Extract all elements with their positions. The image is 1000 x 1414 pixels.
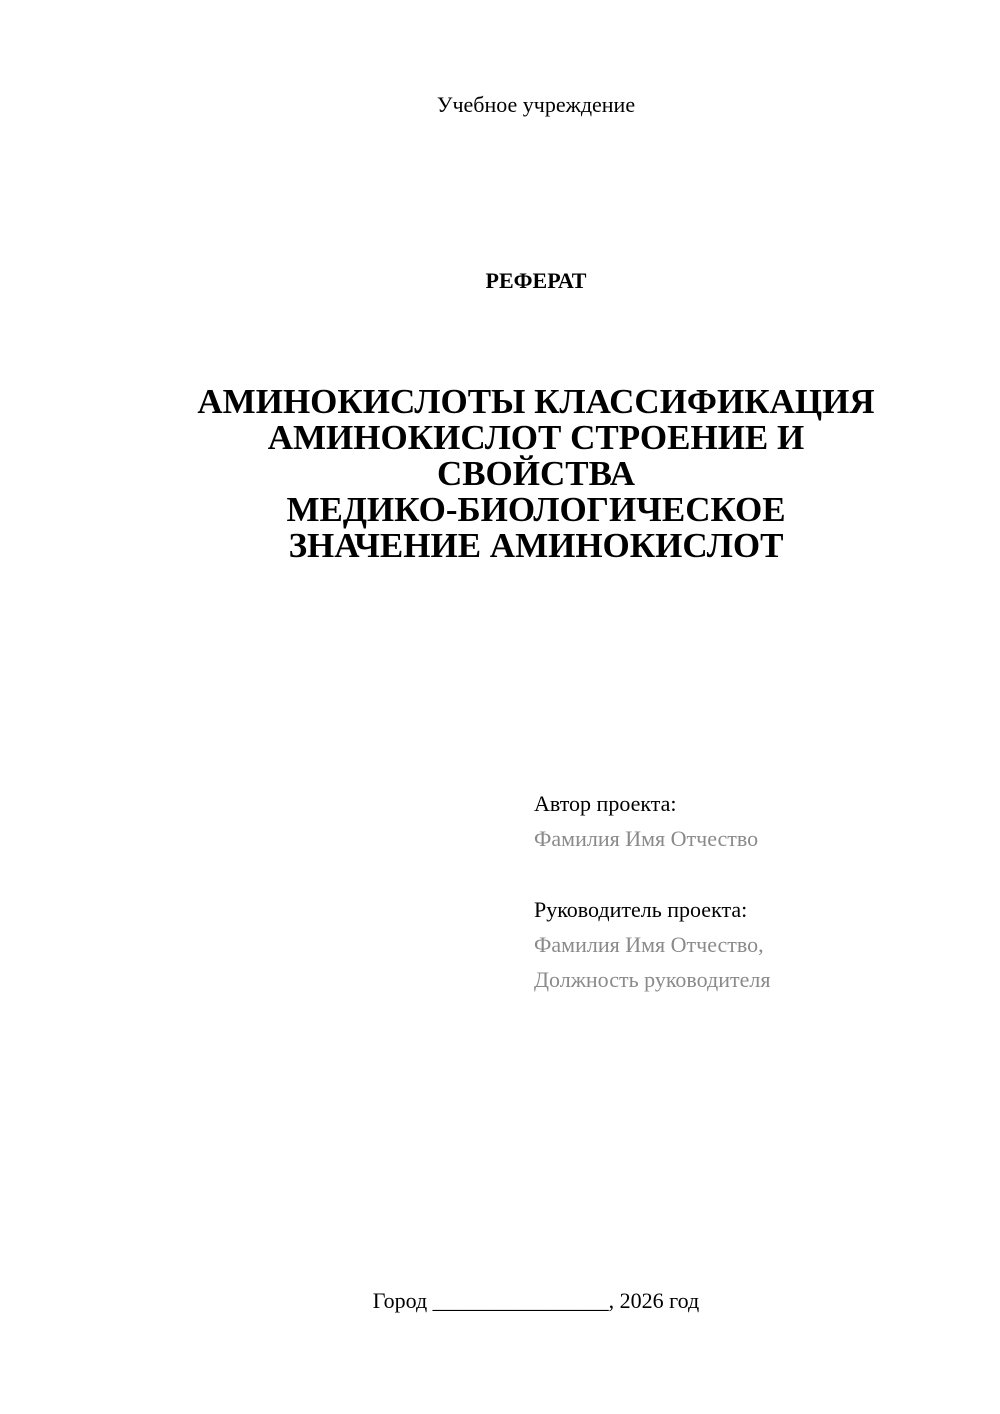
- supervisor-position: Должность руководителя: [534, 967, 771, 992]
- author-label: Автор проекта:: [534, 791, 677, 816]
- author-name: Фамилия Имя Отчество: [534, 826, 759, 851]
- title-line: ЗНАЧЕНИЕ АМИНОКИСЛОТ: [288, 526, 784, 565]
- title-line: МЕДИКО-БИОЛОГИЧЕСКОЕ: [286, 490, 786, 529]
- supervisor-block: [534, 892, 974, 997]
- title-line: АМИНОКИСЛОТ СТРОЕНИЕ И: [267, 418, 805, 457]
- document-title: [120, 384, 952, 564]
- title-line: СВОЙСТВА: [436, 454, 636, 493]
- supervisor-name: Фамилия Имя Отчество,: [534, 932, 764, 957]
- supervisor-label: Руководитель проекта:: [534, 897, 748, 922]
- document-type: РЕФЕРАТ: [485, 268, 587, 293]
- author-block: [534, 786, 974, 856]
- title-line: АМИНОКИСЛОТЫ КЛАССИФИКАЦИЯ: [197, 382, 875, 421]
- city-year-line: Город ________________, 2026 год: [372, 1288, 700, 1313]
- institution-name: Учебное учреждение: [436, 92, 636, 117]
